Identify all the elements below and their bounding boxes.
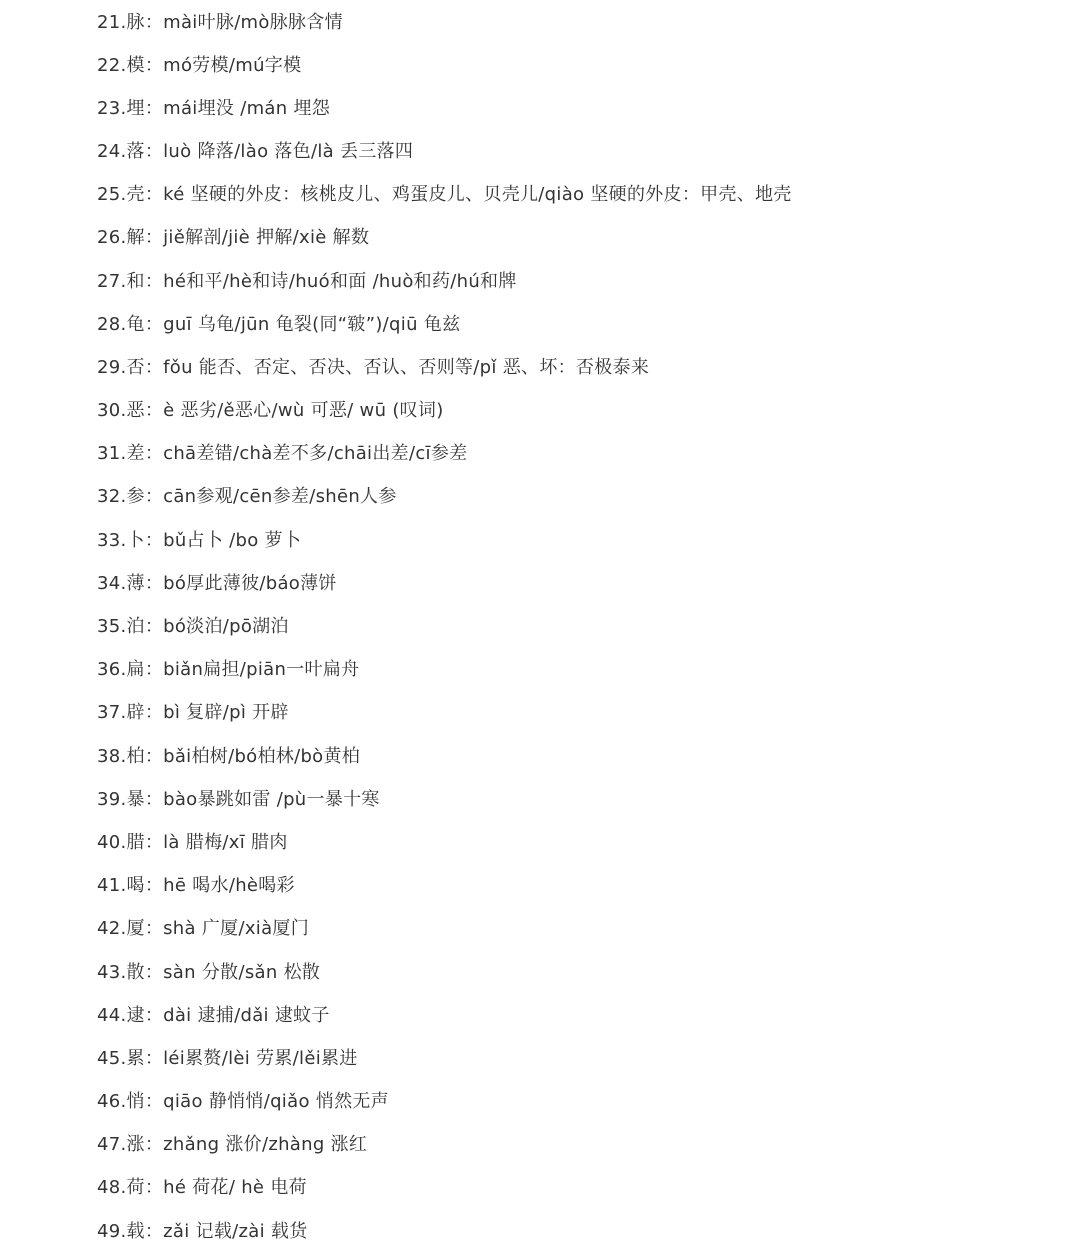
list-item: 30.恶：è 恶劣/ě恶心/wù 可恶/ wū (叹词) <box>97 400 444 422</box>
polyphonic-character-list <box>97 0 792 1251</box>
list-item: 35.泊：bó淡泊/pō湖泊 <box>97 616 289 638</box>
list-item: 24.落：luò 降落/lào 落色/là 丢三落四 <box>97 140 414 162</box>
list-item: 22.模：mó劳模/mú字模 <box>97 54 302 76</box>
list-item: 26.解：jiě解剖/jiè 押解/xiè 解数 <box>97 227 370 249</box>
list-item: 47.涨：zhǎng 涨价/zhàng 涨红 <box>97 1134 368 1156</box>
list-item: 37.辟：bì 复辟/pì 开辟 <box>97 702 289 724</box>
list-item: 49.载：zǎi 记载/zài 载货 <box>97 1220 308 1242</box>
list-item: 46.悄：qiāo 静悄悄/qiǎo 悄然无声 <box>97 1091 389 1113</box>
list-item: 28.龟：guī 乌龟/jūn 龟裂(同“皲”)/qiū 龟兹 <box>97 313 461 335</box>
list-item: 48.荷：hé 荷花/ hè 电荷 <box>97 1177 307 1199</box>
list-item: 45.累：léi累赘/lèi 劳累/lěi累进 <box>97 1047 358 1069</box>
list-item: 29.否：fǒu 能否、否定、否决、否认、否则等/pǐ 恶、坏：否极泰来 <box>97 356 650 378</box>
list-item: 41.喝：hē 喝水/hè喝彩 <box>97 875 295 897</box>
list-item: 42.厦：shà 广厦/xià厦门 <box>97 918 310 940</box>
list-item: 38.柏：bǎi柏树/bó柏林/bò黄柏 <box>97 745 361 767</box>
list-item: 34.薄：bó厚此薄彼/báo薄饼 <box>97 572 337 594</box>
list-item: 36.扁：biǎn扁担/piān一叶扁舟 <box>97 659 360 681</box>
list-item: 31.差：chā差错/chà差不多/chāi出差/cī参差 <box>97 443 468 465</box>
list-item: 23.埋：mái埋没 /mán 埋怨 <box>97 97 331 119</box>
list-item: 32.参：cān参观/cēn参差/shēn人参 <box>97 486 397 508</box>
list-item: 39.暴：bào暴跳如雷 /pù一暴十寒 <box>97 788 380 810</box>
list-item: 44.逮：dài 逮捕/dǎi 逮蚊子 <box>97 1004 330 1026</box>
list-item: 21.脉：mài叶脉/mò脉脉含情 <box>97 12 343 33</box>
list-item: 27.和：hé和平/hè和诗/huó和面 /huò和药/hú和牌 <box>97 270 517 292</box>
list-item: 40.腊：là 腊梅/xī 腊肉 <box>97 831 288 853</box>
list-item: 43.散：sàn 分散/sǎn 松散 <box>97 961 321 983</box>
list-item: 33.卜：bǔ占卜 /bo 萝卜 <box>97 529 302 551</box>
list-item: 25.壳：ké 坚硬的外皮：核桃皮儿、鸡蛋皮儿、贝壳儿/qiào 坚硬的外皮：甲壳、地壳 <box>97 184 792 206</box>
